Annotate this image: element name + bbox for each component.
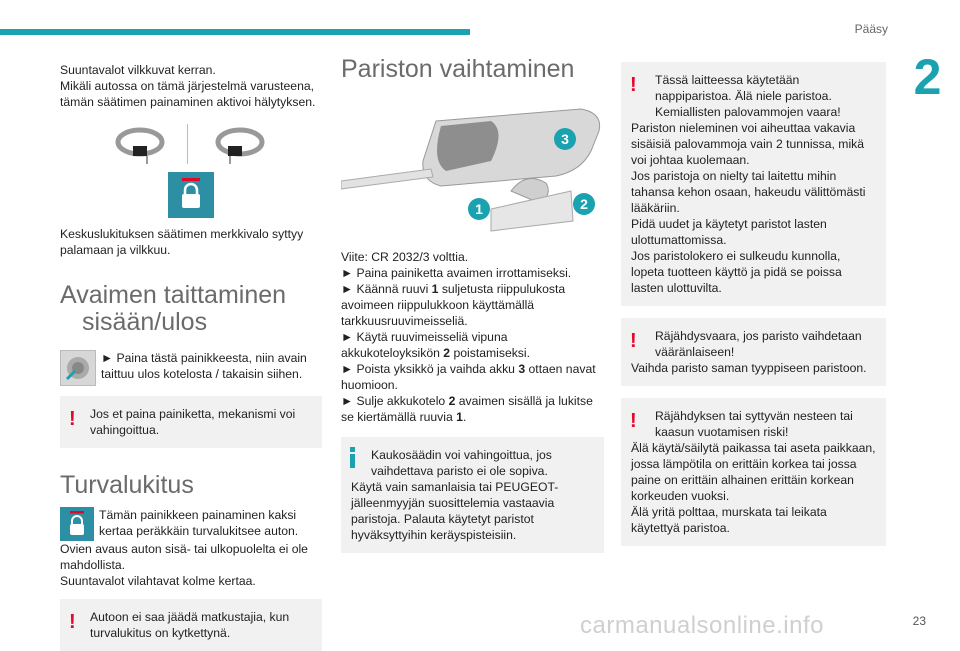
warning-box bbox=[621, 318, 886, 386]
warning-text: Jos et paina painiketta, mekanismi voi vahingoittua. bbox=[90, 407, 296, 437]
info-icon bbox=[350, 447, 354, 469]
info-box bbox=[341, 437, 604, 553]
warning-text: Räjähdyksen tai syttyvän nesteen tai kaasun vuotamisen riski! bbox=[655, 409, 853, 439]
heading-line: sisään/ulos bbox=[82, 308, 208, 336]
warning-text: Autoon ei saa jäädä matkustajia, kun turvalukitus on kytkettynä. bbox=[90, 610, 290, 640]
padlock-icon bbox=[60, 507, 94, 541]
warning-box bbox=[60, 396, 322, 448]
step: ► Paina painiketta avaimen irrottamiseksi. bbox=[341, 266, 572, 280]
info-text: Kaukosäädin voi vahingoittua, jos vaihdettava paristo ei ole sopiva. bbox=[371, 448, 552, 478]
section-title: Pääsy bbox=[854, 22, 888, 36]
warning-icon: ! bbox=[630, 74, 637, 96]
chapter-number: 2 bbox=[895, 48, 960, 106]
warning-icon: ! bbox=[630, 330, 637, 352]
step: ► Sulje akkukotelo 2 avaimen sisällä ja lukitse se kiertämällä ruuvia 1. bbox=[341, 394, 593, 424]
warning-text: Pariston nieleminen voi aiheuttaa vakavia sisäisiä palovammoja vain 2 tunnissa, mikä voi johtaa kuolemaan. bbox=[631, 121, 865, 167]
key-fold-button-icon bbox=[60, 350, 96, 386]
warning-text: Tässä laitteessa käytetään nappiparistoa. Älä niele paristoa. Kemiallisten palovammojen vaara! bbox=[655, 73, 841, 119]
warning-icon: ! bbox=[69, 408, 76, 430]
paragraph: Viite: CR 2032/3 volttia. bbox=[341, 250, 469, 264]
warning-icon: ! bbox=[630, 410, 637, 432]
header-accent-bar bbox=[0, 29, 470, 35]
column-3 bbox=[621, 62, 886, 546]
warning-box bbox=[621, 62, 886, 306]
callout-2: 2 bbox=[580, 196, 588, 212]
paragraph: Suuntavalot vilkkuvat kerran. bbox=[60, 63, 216, 77]
paragraph: Tämän painikkeen painaminen kaksi kertaa peräkkäin turvalukitsee auton. bbox=[99, 508, 299, 538]
steering-wheel-figure bbox=[60, 124, 322, 164]
heading-security: Turvalukitus bbox=[60, 471, 194, 499]
warning-text: Pidä uudet ja käytetyt paristot lasten ulottumattomissa. bbox=[631, 217, 827, 247]
warning-text: Jos paristoja on nielty tai laitettu mihin tahansa kehon osaan, hakeudu välittömästi lääkäriin. bbox=[631, 169, 866, 215]
warning-text: Räjähdysvaara, jos paristo vaihdetaan vääränlaiseen! bbox=[655, 329, 862, 359]
paragraph: Ovien avaus auton sisä- tai ulkopuolelta ei ole mahdollista. bbox=[60, 542, 308, 572]
step: ► Käytä ruuvimeisseliä vipuna akkukoteloyksikön 2 poistamiseksi. bbox=[341, 330, 530, 360]
fold-instruction bbox=[60, 350, 322, 386]
heading-battery: Pariston vaihtaminen bbox=[341, 55, 575, 83]
paragraph: Suuntavalot vilahtavat kolme kertaa. bbox=[60, 574, 256, 588]
callout-1: 1 bbox=[475, 201, 483, 217]
warning-text: Jos paristolokero ei sulkeudu kunnolla, lopeta tuotteen käyttö ja pidä se poissa lasten ulottuvilta. bbox=[631, 249, 842, 295]
paragraph: Keskuslukituksen säätimen merkkivalo syttyy palamaan ja vilkkuu. bbox=[60, 227, 304, 257]
step: ► Käännä ruuvi 1 suljetusta riippulukosta avoimeen riippulukkoon käyttämällä tarkkuusruuvimeisseliä. bbox=[341, 282, 566, 328]
lock-button-icon bbox=[168, 172, 214, 218]
callout-3: 3 bbox=[561, 131, 569, 147]
paragraph: Mikäli autossa on tämä järjestelmä varusteena, tämän säätimen painaminen aktivoi hälytyksen. bbox=[60, 79, 316, 109]
heading-line: Avaimen taittaminen bbox=[60, 281, 287, 309]
figure-separator bbox=[187, 124, 188, 164]
paragraph: ► Paina tästä painikkeesta, niin avain taittuu ulos kotelosta / takaisin siihen. bbox=[101, 351, 307, 381]
warning-box bbox=[60, 599, 322, 651]
warning-box bbox=[621, 398, 886, 546]
warning-text: Vaihda paristo saman tyyppiseen paristoon. bbox=[631, 361, 867, 375]
page-number: 23 bbox=[912, 614, 926, 628]
column-1 bbox=[60, 62, 322, 651]
info-text: Käytä vain samanlaisia tai PEUGEOT-jälleenmyyjän suosittelemia vastaavia paristoja. Palauta käytetyt paristot hyväksyttyihin keräyspisteisiin. bbox=[351, 480, 559, 542]
steering-wheel-icon bbox=[60, 124, 322, 164]
key-fob-illustration bbox=[341, 91, 604, 239]
padlock-icon bbox=[168, 172, 214, 218]
warning-text: Älä käytä/säilytä paikassa tai aseta paikkaan, jossa lämpötila on erittäin korkea tai jossa paine on erittäin alhainen erittäin korkean korkeuden vuoksi. bbox=[631, 441, 876, 503]
security-instruction bbox=[60, 507, 322, 541]
key-battery-figure bbox=[341, 91, 604, 239]
watermark: carmanualsonline.info bbox=[580, 612, 824, 639]
lock-button-icon bbox=[60, 507, 94, 541]
step: ► Poista yksikkö ja vaihda akku 3 ottaen navat huomioon. bbox=[341, 362, 596, 392]
warning-text: Älä yritä polttaa, murskata tai leikata käytettyä paristoa. bbox=[631, 505, 827, 535]
heading-key-fold bbox=[60, 282, 322, 336]
column-2 bbox=[341, 55, 604, 553]
warning-icon: ! bbox=[69, 611, 76, 633]
